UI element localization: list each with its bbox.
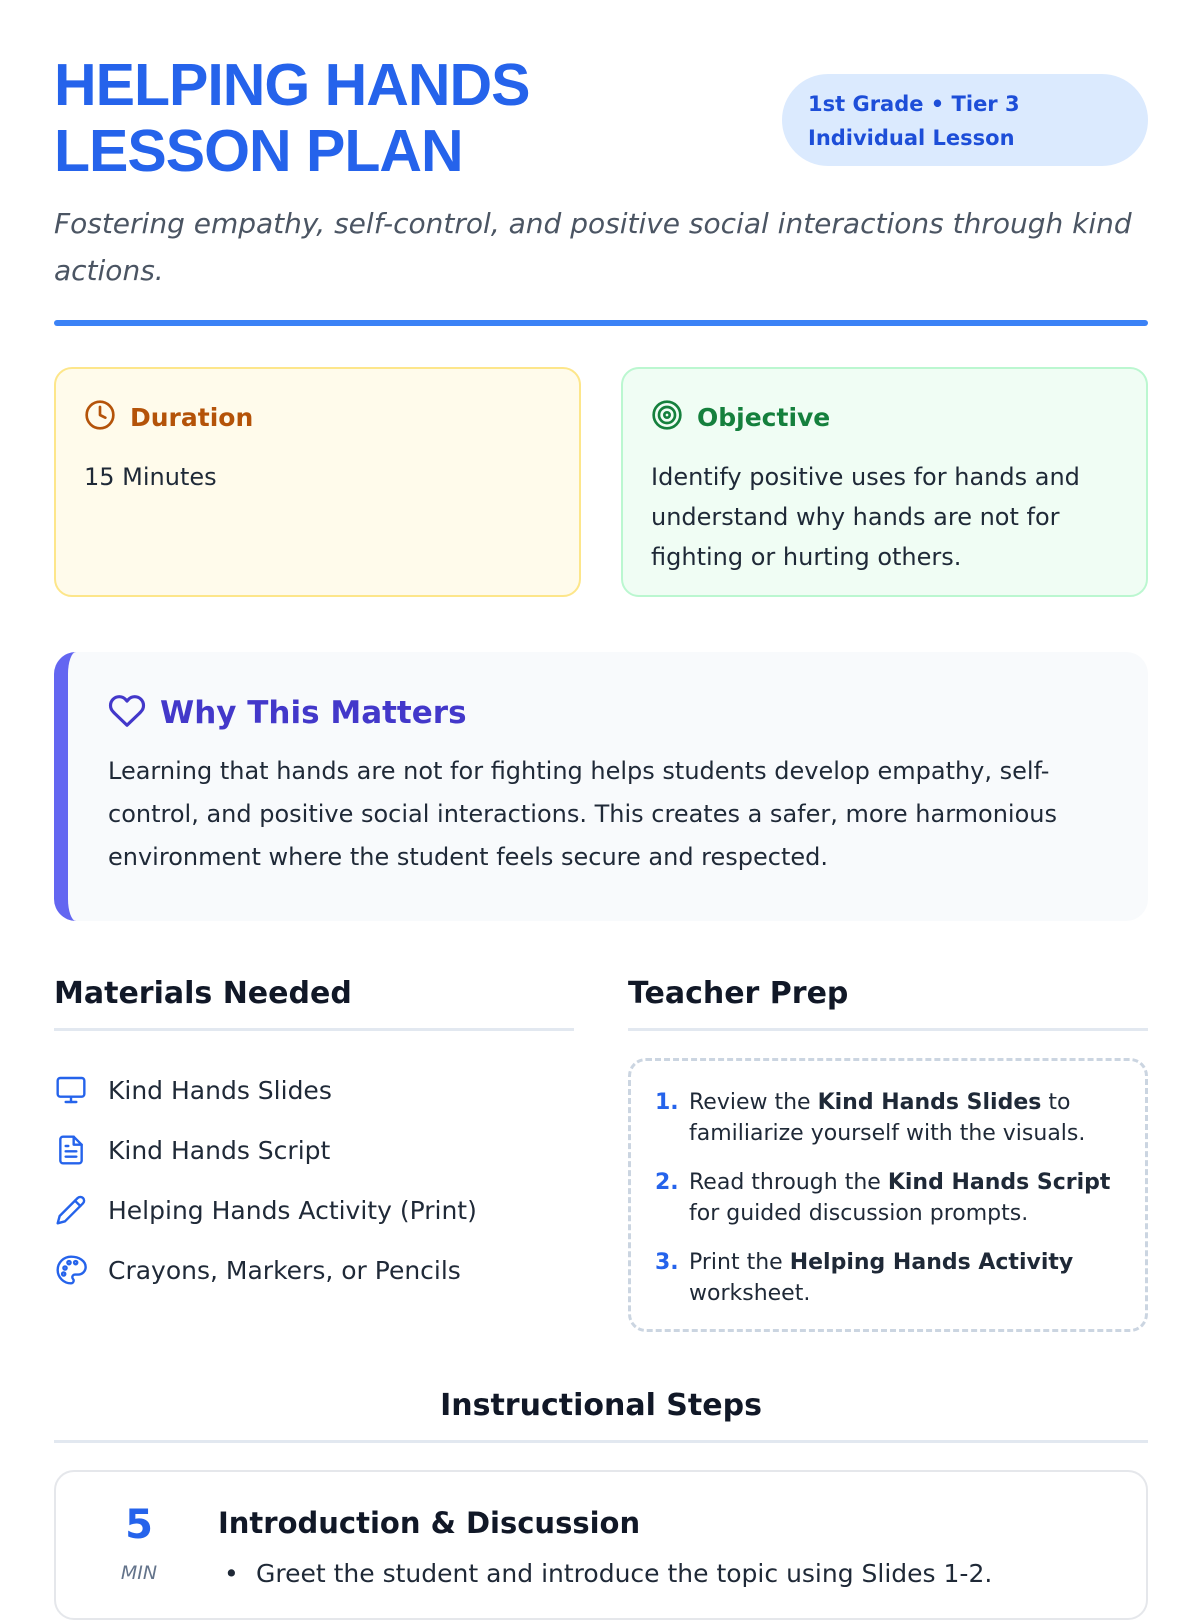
- why-this-matters-callout: [54, 652, 1148, 921]
- prep-step-text: Print the Helping Hands Activity worksheet.: [689, 1250, 1074, 1306]
- instructional-steps-divider: [54, 1440, 1148, 1443]
- material-label: Helping Hands Activity (Print): [108, 1195, 477, 1225]
- teacher-prep-box: [628, 1058, 1148, 1332]
- material-label: Kind Hands Slides: [108, 1075, 332, 1105]
- clock-icon: [84, 399, 116, 435]
- materials-divider: [54, 1028, 574, 1031]
- title-line-1: HELPING HANDS: [54, 52, 530, 118]
- step-duration: [56, 1502, 222, 1584]
- teacher-prep-heading: Teacher Prep: [628, 976, 849, 1011]
- page-title: [54, 52, 694, 184]
- step-number: 3.: [655, 1250, 679, 1275]
- prep-step-text: Review the Kind Hands Slides to familiarize yourself with the visuals.: [689, 1090, 1086, 1146]
- objective-label: Objective: [697, 402, 831, 432]
- step-number: 2.: [655, 1170, 679, 1195]
- material-label: Kind Hands Script: [108, 1135, 331, 1165]
- step-card: [54, 1470, 1148, 1620]
- duration-value: 15 Minutes: [84, 463, 217, 491]
- instructional-steps-heading: Instructional Steps: [440, 1388, 762, 1423]
- why-text: Learning that hands are not for fighting helps students develop empathy, self-control, and positive social interactions. This creates a safer, more harmonious environment where the student feels secure and respected.: [108, 757, 1057, 871]
- why-title: Why This Matters: [160, 695, 467, 731]
- title-line-2: LESSON PLAN: [54, 118, 463, 184]
- pencil-icon: [54, 1193, 88, 1227]
- list-item: [54, 1180, 574, 1240]
- teacher-prep-divider: [628, 1028, 1148, 1031]
- step-number: 1.: [655, 1090, 679, 1115]
- header-divider: [54, 320, 1148, 326]
- materials-list: [54, 1060, 574, 1300]
- teacher-prep-list: [655, 1087, 1125, 1309]
- grade-tier-badge: 1st Grade • Tier 3 Individual Lesson: [782, 74, 1148, 166]
- list-item: [655, 1167, 1125, 1229]
- material-label: Crayons, Markers, or Pencils: [108, 1255, 461, 1285]
- duration-card: [54, 367, 581, 597]
- list-item: • Greet the student and introduce the topic using Slides 1-2.: [218, 1554, 992, 1594]
- list-item: [54, 1120, 574, 1180]
- step-title: Introduction & Discussion: [218, 1506, 641, 1540]
- list-item: [655, 1247, 1125, 1309]
- list-item: [655, 1087, 1125, 1149]
- duration-label: Duration: [130, 402, 254, 432]
- palette-icon: [54, 1253, 88, 1287]
- step-bullet-list: [218, 1554, 992, 1594]
- target-icon: [651, 399, 683, 435]
- materials-heading: Materials Needed: [54, 976, 352, 1011]
- page-subtitle: Fostering empathy, self-control, and positive social interactions through kind actions.: [54, 207, 1132, 287]
- objective-card: [621, 367, 1148, 597]
- step-minutes: 5: [125, 1502, 153, 1548]
- prep-step-text: Read through the Kind Hands Script for guided discussion prompts.: [689, 1170, 1111, 1226]
- monitor-icon: [54, 1073, 88, 1107]
- document-icon: [54, 1133, 88, 1167]
- heart-icon: [108, 692, 146, 734]
- step-minutes-unit: MIN: [120, 1562, 158, 1584]
- list-item: [54, 1240, 574, 1300]
- list-item: [54, 1060, 574, 1120]
- objective-text: Identify positive uses for hands and understand why hands are not for fighting or hurting others.: [651, 463, 1080, 571]
